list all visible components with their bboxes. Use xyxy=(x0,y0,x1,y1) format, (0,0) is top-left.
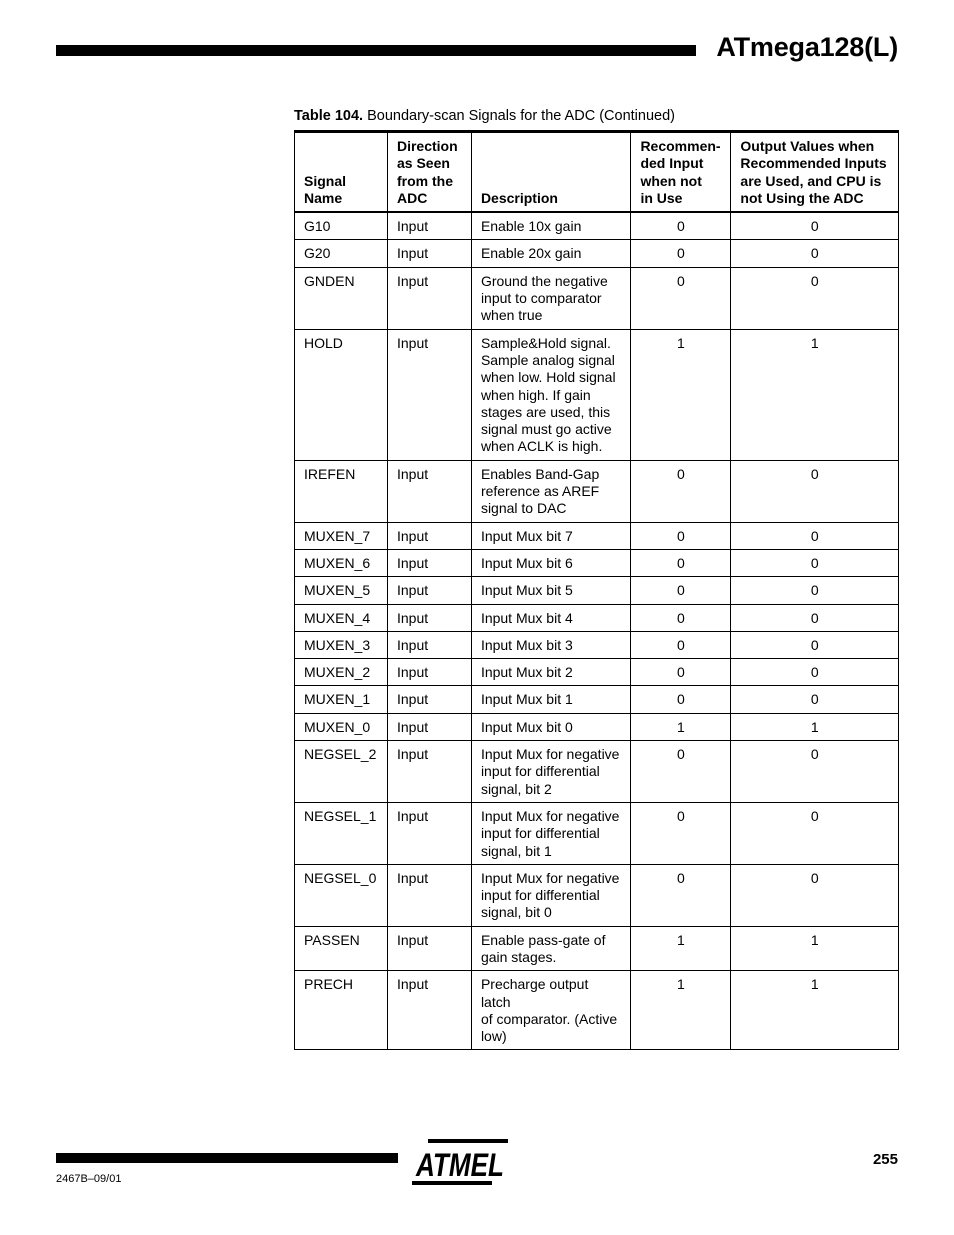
output-value-cell: 0 xyxy=(731,577,899,604)
table-row xyxy=(295,864,899,926)
recommended-input-cell: 1 xyxy=(631,971,731,1050)
direction-cell: Input xyxy=(387,971,471,1050)
output-value-cell: 1 xyxy=(731,926,899,971)
signal-name-cell: MUXEN_4 xyxy=(295,604,388,631)
signal-name-cell: NEGSEL_2 xyxy=(295,741,388,803)
description-cell: Ground the negative input to comparator when true xyxy=(471,267,631,329)
output-value-cell: 1 xyxy=(731,329,899,460)
output-value-cell: 0 xyxy=(731,686,899,713)
description-cell: Input Mux bit 0 xyxy=(471,713,631,740)
page-number: 255 xyxy=(872,1151,898,1168)
description-cell: Precharge output latch of comparator. (Active low) xyxy=(471,971,631,1050)
table-row xyxy=(295,713,899,740)
description-cell: Enable 10x gain xyxy=(471,212,631,240)
description-cell: Input Mux bit 7 xyxy=(471,522,631,549)
output-value-cell: 0 xyxy=(731,864,899,926)
boundary-scan-signals-table xyxy=(294,130,899,1050)
table-row xyxy=(295,522,899,549)
signal-name-cell: MUXEN_3 xyxy=(295,631,388,658)
signal-name-cell: MUXEN_2 xyxy=(295,659,388,686)
direction-cell: Input xyxy=(387,522,471,549)
table-row xyxy=(295,604,899,631)
direction-cell: Input xyxy=(387,604,471,631)
table-row xyxy=(295,686,899,713)
output-value-cell: 0 xyxy=(731,522,899,549)
col-header-direction: Direction as Seen from the ADC xyxy=(387,132,471,213)
description-cell: Sample&Hold signal. Sample analog signal when low. Hold signal when high. If gain stages are used, this signal must go active when ACLK is high. xyxy=(471,329,631,460)
signal-name-cell: NEGSEL_1 xyxy=(295,802,388,864)
table-header-row xyxy=(295,132,899,213)
table-row xyxy=(295,460,899,522)
description-cell: Enables Band-Gap reference as AREF signal to DAC xyxy=(471,460,631,522)
table-row xyxy=(295,802,899,864)
description-cell: Input Mux for negative input for differential signal, bit 0 xyxy=(471,864,631,926)
output-value-cell: 0 xyxy=(731,549,899,576)
logo-text: ATMEL xyxy=(415,1147,504,1183)
output-value-cell: 0 xyxy=(731,631,899,658)
col-header-signal-name: Signal Name xyxy=(295,132,388,213)
recommended-input-cell: 0 xyxy=(631,577,731,604)
recommended-input-cell: 0 xyxy=(631,802,731,864)
direction-cell: Input xyxy=(387,240,471,267)
table-row xyxy=(295,926,899,971)
output-value-cell: 0 xyxy=(731,267,899,329)
description-cell: Input Mux bit 3 xyxy=(471,631,631,658)
signal-name-cell: MUXEN_5 xyxy=(295,577,388,604)
direction-cell: Input xyxy=(387,926,471,971)
direction-cell: Input xyxy=(387,329,471,460)
description-cell: Input Mux for negative input for differential signal, bit 2 xyxy=(471,741,631,803)
document-title: ATmega128(L) xyxy=(716,32,898,62)
signal-name-cell: HOLD xyxy=(295,329,388,460)
recommended-input-cell: 0 xyxy=(631,267,731,329)
direction-cell: Input xyxy=(387,631,471,658)
signal-name-cell: MUXEN_7 xyxy=(295,522,388,549)
direction-cell: Input xyxy=(387,659,471,686)
recommended-input-cell: 1 xyxy=(631,926,731,971)
recommended-input-cell: 0 xyxy=(631,741,731,803)
signal-name-cell: NEGSEL_0 xyxy=(295,864,388,926)
recommended-input-cell: 1 xyxy=(631,713,731,740)
description-cell: Input Mux bit 5 xyxy=(471,577,631,604)
atmel-logo xyxy=(410,1137,510,1187)
output-value-cell: 0 xyxy=(731,604,899,631)
recommended-input-cell: 0 xyxy=(631,864,731,926)
table-body xyxy=(295,212,899,1050)
signal-name-cell: MUXEN_0 xyxy=(295,713,388,740)
direction-cell: Input xyxy=(387,686,471,713)
document-code: 2467B–09/01 xyxy=(56,1173,122,1185)
output-value-cell: 0 xyxy=(731,212,899,240)
output-value-cell: 0 xyxy=(731,659,899,686)
recommended-input-cell: 0 xyxy=(631,604,731,631)
recommended-input-cell: 0 xyxy=(631,460,731,522)
table-caption-label: Table 104. xyxy=(294,108,364,124)
description-cell: Input Mux for negative input for differential signal, bit 1 xyxy=(471,802,631,864)
table-row xyxy=(295,971,899,1050)
output-value-cell: 0 xyxy=(731,741,899,803)
description-cell: Enable pass-gate of gain stages. xyxy=(471,926,631,971)
direction-cell: Input xyxy=(387,549,471,576)
table-row xyxy=(295,631,899,658)
col-header-description: Description xyxy=(471,132,631,213)
recommended-input-cell: 0 xyxy=(631,659,731,686)
description-cell: Input Mux bit 2 xyxy=(471,659,631,686)
header-rule xyxy=(56,45,696,56)
recommended-input-cell: 0 xyxy=(631,686,731,713)
col-header-recommended-input: Recommen- ded Input when not in Use xyxy=(631,132,731,213)
direction-cell: Input xyxy=(387,802,471,864)
signal-name-cell: G20 xyxy=(295,240,388,267)
direction-cell: Input xyxy=(387,864,471,926)
direction-cell: Input xyxy=(387,212,471,240)
output-value-cell: 0 xyxy=(731,240,899,267)
output-value-cell: 0 xyxy=(731,460,899,522)
recommended-input-cell: 0 xyxy=(631,522,731,549)
direction-cell: Input xyxy=(387,267,471,329)
table-row xyxy=(295,329,899,460)
direction-cell: Input xyxy=(387,577,471,604)
description-cell: Input Mux bit 6 xyxy=(471,549,631,576)
recommended-input-cell: 0 xyxy=(631,549,731,576)
description-cell: Input Mux bit 4 xyxy=(471,604,631,631)
signal-name-cell: MUXEN_6 xyxy=(295,549,388,576)
output-value-cell: 1 xyxy=(731,713,899,740)
description-cell: Enable 20x gain xyxy=(471,240,631,267)
table-caption-text: Boundary-scan Signals for the ADC (Continued) xyxy=(367,108,675,124)
recommended-input-cell: 0 xyxy=(631,240,731,267)
table-row xyxy=(295,212,899,240)
signal-name-cell: MUXEN_1 xyxy=(295,686,388,713)
signal-name-cell: IREFEN xyxy=(295,460,388,522)
table-row xyxy=(295,240,899,267)
table-caption xyxy=(294,108,675,124)
output-value-cell: 1 xyxy=(731,971,899,1050)
col-header-output-values: Output Values when Recommended Inputs are Used, and CPU is not Using the ADC xyxy=(731,132,899,213)
signal-name-cell: PRECH xyxy=(295,971,388,1050)
table-row xyxy=(295,577,899,604)
recommended-input-cell: 0 xyxy=(631,212,731,240)
footer-rule xyxy=(56,1153,398,1163)
table-row xyxy=(295,741,899,803)
direction-cell: Input xyxy=(387,741,471,803)
description-cell: Input Mux bit 1 xyxy=(471,686,631,713)
signal-name-cell: GNDEN xyxy=(295,267,388,329)
direction-cell: Input xyxy=(387,460,471,522)
recommended-input-cell: 1 xyxy=(631,329,731,460)
table-row xyxy=(295,549,899,576)
signal-name-cell: G10 xyxy=(295,212,388,240)
table-row xyxy=(295,267,899,329)
table-row xyxy=(295,659,899,686)
signal-name-cell: PASSEN xyxy=(295,926,388,971)
output-value-cell: 0 xyxy=(731,802,899,864)
direction-cell: Input xyxy=(387,713,471,740)
recommended-input-cell: 0 xyxy=(631,631,731,658)
